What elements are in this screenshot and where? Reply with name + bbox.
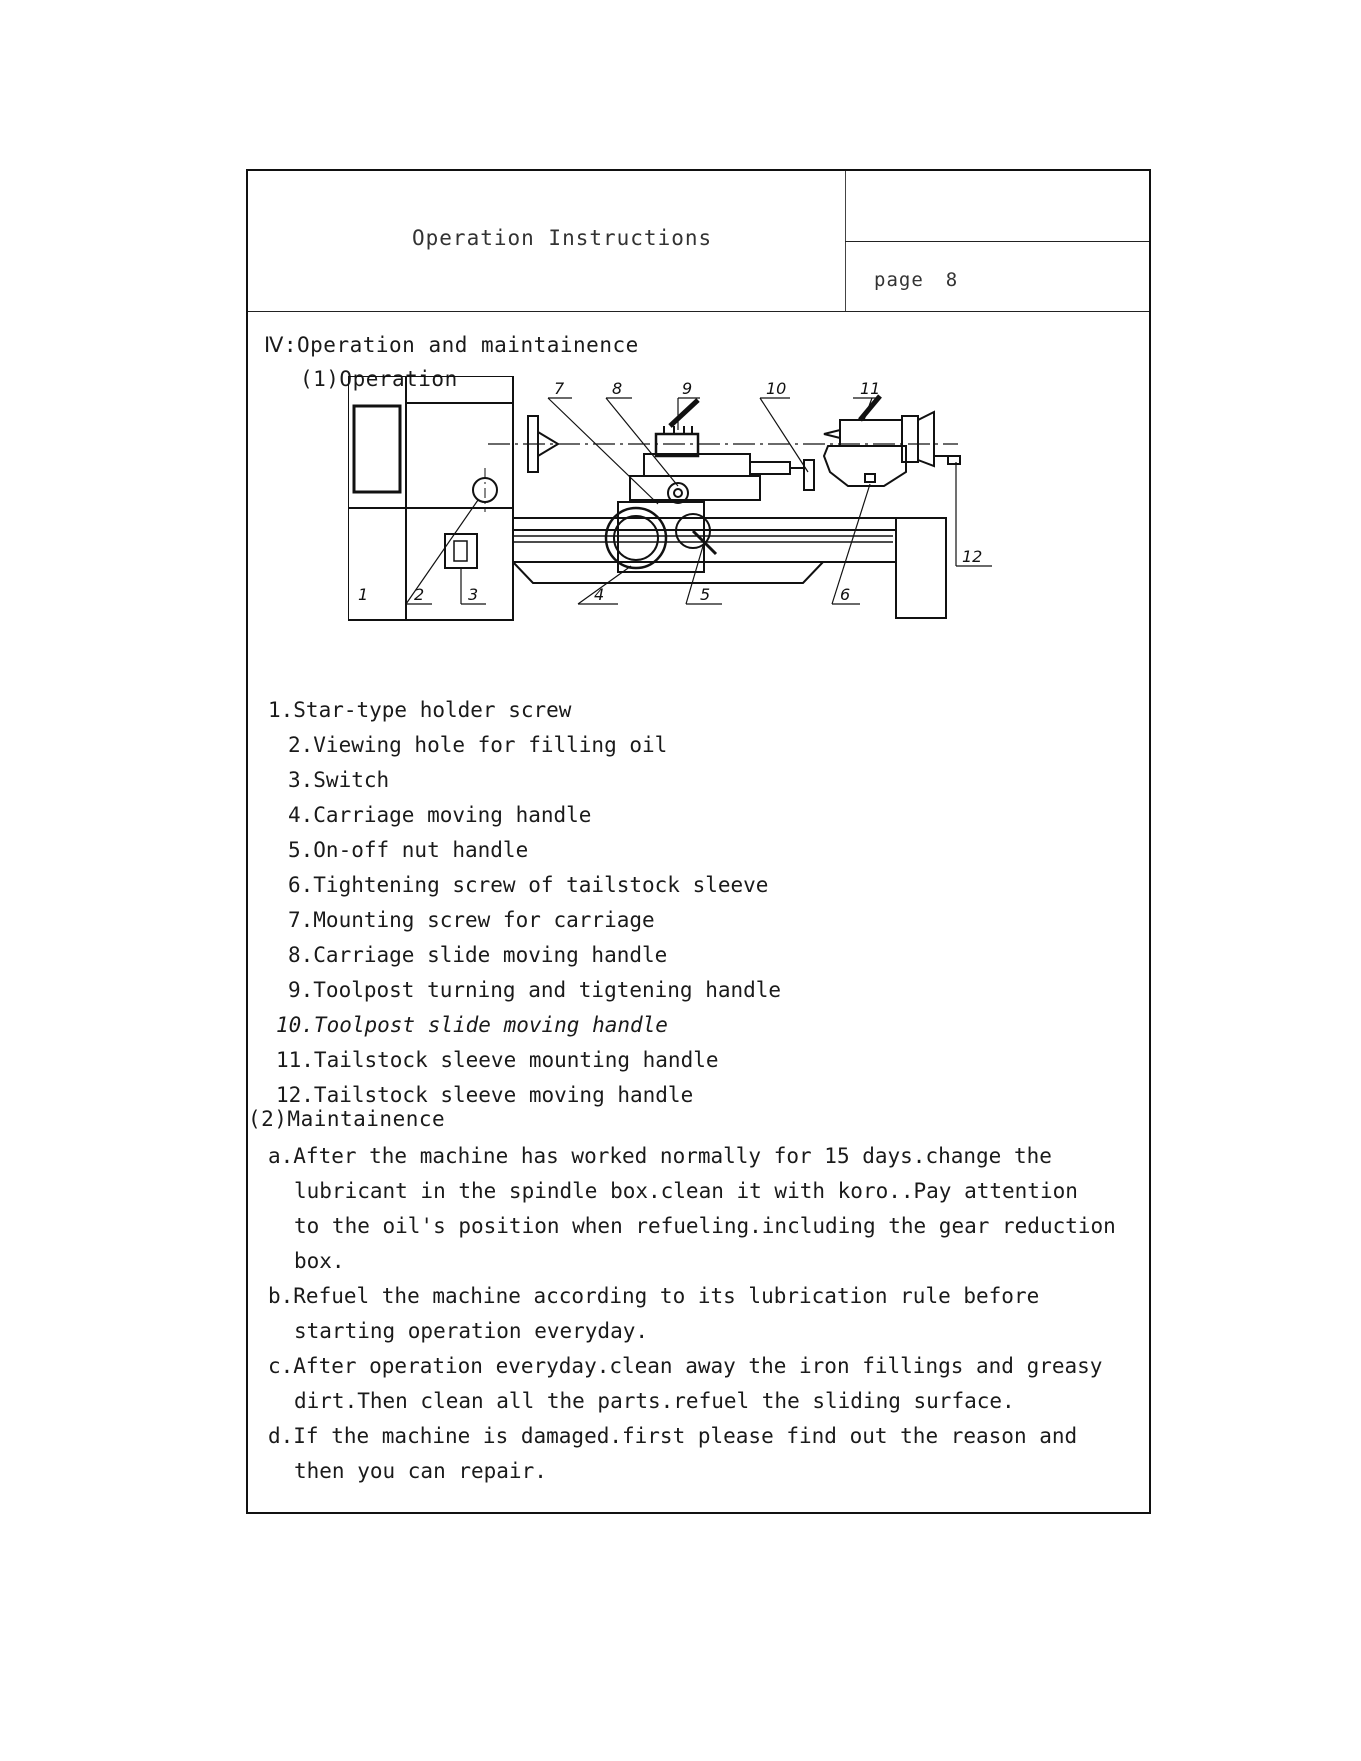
maintenance-line: b.Refuel the machine according to its lubrication rule before bbox=[268, 1284, 1040, 1308]
maintenance-line: starting operation everyday. bbox=[294, 1319, 649, 1343]
list-item: 4.Carriage moving handle bbox=[288, 803, 592, 827]
list-item: 8.Carriage slide moving handle bbox=[288, 943, 668, 967]
maintenance-line: lubricant in the spindle box.clean it with koro..Pay attention bbox=[294, 1179, 1078, 1203]
callout-2: 2 bbox=[414, 585, 425, 604]
page-number: 8 bbox=[945, 269, 959, 291]
parts-list bbox=[268, 693, 781, 1113]
list-item: 11.Tailstock sleeve mounting handle bbox=[276, 1048, 719, 1072]
maintenance-line: c.After operation everyday.clean away the iron fillings and greasy bbox=[268, 1354, 1103, 1378]
maintenance-line: dirt.Then clean all the parts.refuel the sliding surface. bbox=[294, 1389, 1015, 1413]
toolpost bbox=[656, 434, 698, 456]
maintenance-line: then you can repair. bbox=[294, 1459, 547, 1483]
switch-box bbox=[445, 534, 477, 568]
list-item: 12.Tailstock sleeve moving handle bbox=[276, 1083, 694, 1107]
callout-12: 12 bbox=[962, 547, 983, 566]
callout-6: 6 bbox=[840, 585, 851, 604]
list-item: 3.Switch bbox=[288, 768, 390, 792]
callout-8: 8 bbox=[612, 379, 623, 398]
lathe-diagram bbox=[348, 376, 1048, 688]
maintenance-line: a.After the machine has worked normally for 15 days.change the bbox=[268, 1144, 1052, 1168]
list-item: 10.Toolpost slide moving handle bbox=[276, 1013, 668, 1037]
page-title: Operation Instructions bbox=[412, 226, 713, 250]
subsection-maintenance: (2)Maintainence bbox=[248, 1107, 446, 1131]
section-heading: Ⅳ:Operation and maintainence bbox=[264, 333, 639, 357]
callout-9: 9 bbox=[682, 379, 693, 398]
callout-1: 1 bbox=[358, 585, 369, 604]
headstock-window bbox=[354, 406, 400, 492]
maintenance-line: box. bbox=[294, 1249, 345, 1273]
page-number-cell bbox=[874, 269, 958, 291]
header-bottom-rule bbox=[248, 311, 1149, 312]
headstock-body bbox=[348, 376, 513, 620]
maintenance-item-c bbox=[268, 1349, 1148, 1419]
maintenance-list bbox=[268, 1139, 1148, 1489]
list-item: 7.Mounting screw for carriage bbox=[288, 908, 655, 932]
list-item: 6.Tightening screw of tailstock sleeve bbox=[288, 873, 769, 897]
callout-4: 4 bbox=[594, 585, 605, 604]
document-frame bbox=[246, 169, 1151, 1514]
list-item: 1.Star-type holder screw bbox=[268, 698, 572, 722]
header-horizontal-divider bbox=[845, 241, 1149, 242]
maintenance-line: d.If the machine is damaged.first please find out the reason and bbox=[268, 1424, 1078, 1448]
list-item: 5.On-off nut handle bbox=[288, 838, 529, 862]
callout-7: 7 bbox=[554, 379, 565, 398]
callout-5: 5 bbox=[700, 585, 711, 604]
maintenance-item-b bbox=[268, 1279, 1148, 1349]
maintenance-item-a bbox=[268, 1139, 1148, 1279]
subsection-operation: (1)Operation bbox=[300, 367, 458, 391]
maintenance-line: to the oil's position when refueling.including the gear reduction bbox=[294, 1214, 1116, 1238]
callout-11: 11 bbox=[860, 379, 881, 398]
maintenance-item-d bbox=[268, 1419, 1148, 1489]
diagram-callouts bbox=[358, 379, 982, 604]
page-label: page bbox=[874, 269, 924, 291]
list-item: 2.Viewing hole for filling oil bbox=[288, 733, 668, 757]
callout-3: 3 bbox=[468, 585, 479, 604]
list-item: 9.Toolpost turning and tigtening handle bbox=[288, 978, 782, 1002]
callout-10: 10 bbox=[766, 379, 787, 398]
